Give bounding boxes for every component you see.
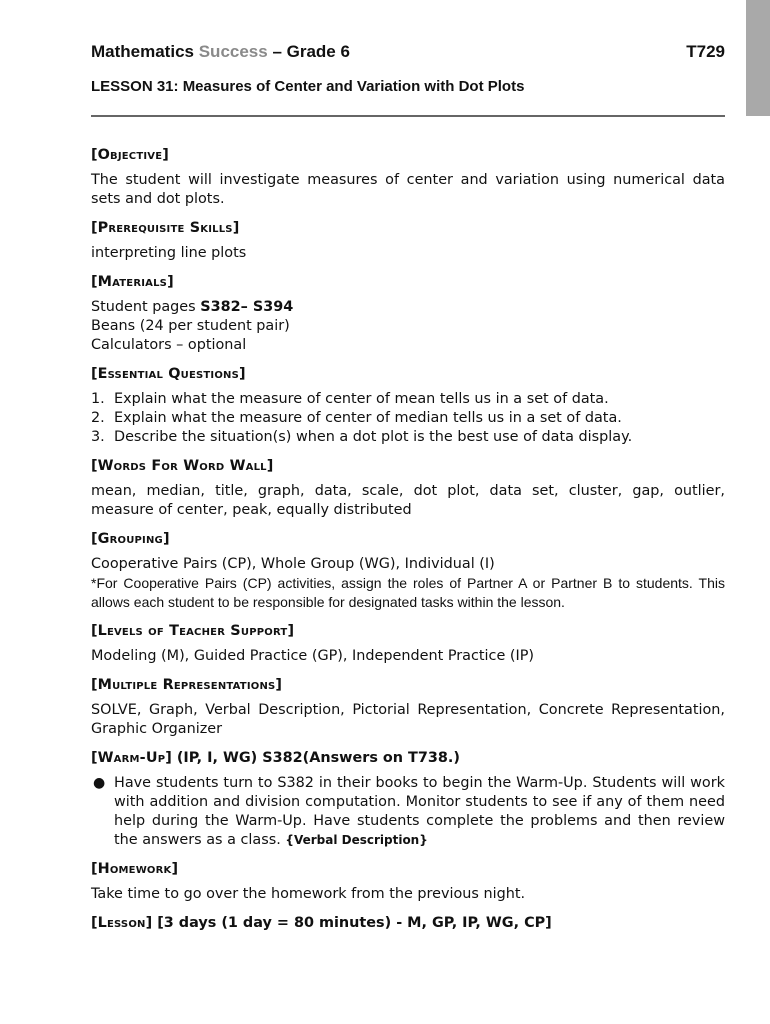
warmup-heading: [Warm-Up] (IP, I, WG) S382(Answers on T738.) [91,750,460,766]
prerequisite-label: Prerequisite Skills [97,220,233,236]
title-grade: – Grade 6 [272,42,350,61]
materials-label: Materials [97,274,168,290]
grouping-heading: [Grouping] [91,531,170,547]
header-divider [91,115,725,117]
list-item [91,390,725,409]
materials-section [91,273,725,355]
lesson-section [91,914,725,933]
item-number: 2. [91,410,105,426]
student-pages-prefix: Student pages [91,299,196,315]
prerequisite-section [91,219,725,263]
verbal-description-tag: {Verbal Description} [285,833,428,847]
materials-calculators: Calculators – optional [91,337,247,353]
student-pages-value: S382– S394 [200,299,294,315]
teacher-support-heading: [Levels of Teacher Support] [91,623,295,639]
lesson-label: Lesson [97,915,146,931]
item-number: 1. [91,391,105,407]
essential-questions-label: Essential Questions [97,366,240,382]
book-title [91,42,350,62]
essential-questions-heading: [Essential Questions] [91,366,246,382]
word-wall-text: mean, median, title, graph, data, scale, dot plot, data set, cluster, gap, outlier, measure of center, peak, equally distributed [91,483,725,518]
materials-heading: [Materials] [91,274,174,290]
warmup-bullet-text: Have students turn to S382 in their books to begin the Warm-Up. Students will work with addition and division computation. Monitor students to see if any of them need help during the Warm-Up. Have students complete the problems and then review the answers as a class. [114,775,725,848]
lesson-title: LESSON 31: Measures of Center and Variation with Dot Plots [91,78,525,95]
word-wall-label: Words For Word Wall [97,458,267,474]
prerequisite-heading: [Prerequisite Skills] [91,220,240,236]
title-success: Success [198,42,268,61]
list-item [91,774,725,850]
homework-section [91,860,725,904]
objective-label: Objective [97,147,163,163]
warmup-section [91,749,725,850]
side-tab-marker [746,0,770,116]
item-text: Explain what the measure of center of median tells us in a set of data. [114,410,622,426]
homework-text: Take time to go over the homework from the previous night. [91,886,526,902]
teacher-support-text: Modeling (M), Guided Practice (GP), Independent Practice (IP) [91,648,535,664]
running-header [91,42,725,66]
prerequisite-text: interpreting line plots [91,245,247,261]
warmup-label: Warm-Up [97,750,166,766]
word-wall-heading: [Words For Word Wall] [91,458,274,474]
objective-section [91,146,725,209]
lesson-suffix: [3 days (1 day = 80 minutes) - M, GP, IP, WG, CP] [152,915,552,931]
lesson-content [91,146,725,943]
grouping-note: *For Cooperative Pairs (CP) activities, assign the roles of Partner A or Partner B to students. This allows each student to be responsible for designated tasks within the lesson. [91,575,725,610]
teacher-support-label: Levels of Teacher Support [97,623,288,639]
materials-beans: Beans (24 per student pair) [91,318,290,334]
representations-section [91,676,725,739]
warmup-list [91,774,725,850]
representations-text: SOLVE, Graph, Verbal Description, Pictorial Representation, Concrete Representation, Graphic Organizer [91,702,725,737]
lesson-heading: [Lesson] [3 days (1 day = 80 minutes) - M, GP, IP, WG, CP] [91,915,552,931]
homework-heading: [Homework] [91,861,179,877]
objective-text: The student will investigate measures of center and variation using numerical data sets and dot plots. [91,172,725,207]
list-item [91,428,725,447]
grouping-label: Grouping [97,531,163,547]
essential-questions-section [91,365,725,447]
item-number: 3. [91,429,105,445]
grouping-section [91,530,725,612]
essential-questions-list [91,390,725,447]
page-number: T729 [686,42,725,61]
item-text: Explain what the measure of center of mean tells us in a set of data. [114,391,609,407]
homework-label: Homework [97,861,172,877]
grouping-text: Cooperative Pairs (CP), Whole Group (WG), Individual (I) [91,556,495,572]
list-item [91,409,725,428]
representations-heading: [Multiple Representations] [91,677,282,693]
title-mathematics: Mathematics [91,42,194,61]
item-text: Describe the situation(s) when a dot plot is the best use of data display. [114,429,633,445]
word-wall-section [91,457,725,520]
representations-label: Multiple Representations [97,677,276,693]
teacher-support-section [91,622,725,666]
objective-heading: [Objective] [91,147,169,163]
warmup-suffix: (IP, I, WG) S382(Answers on T738.) [171,750,460,766]
materials-student-pages [91,298,725,317]
bullet-icon: ● [93,775,106,791]
